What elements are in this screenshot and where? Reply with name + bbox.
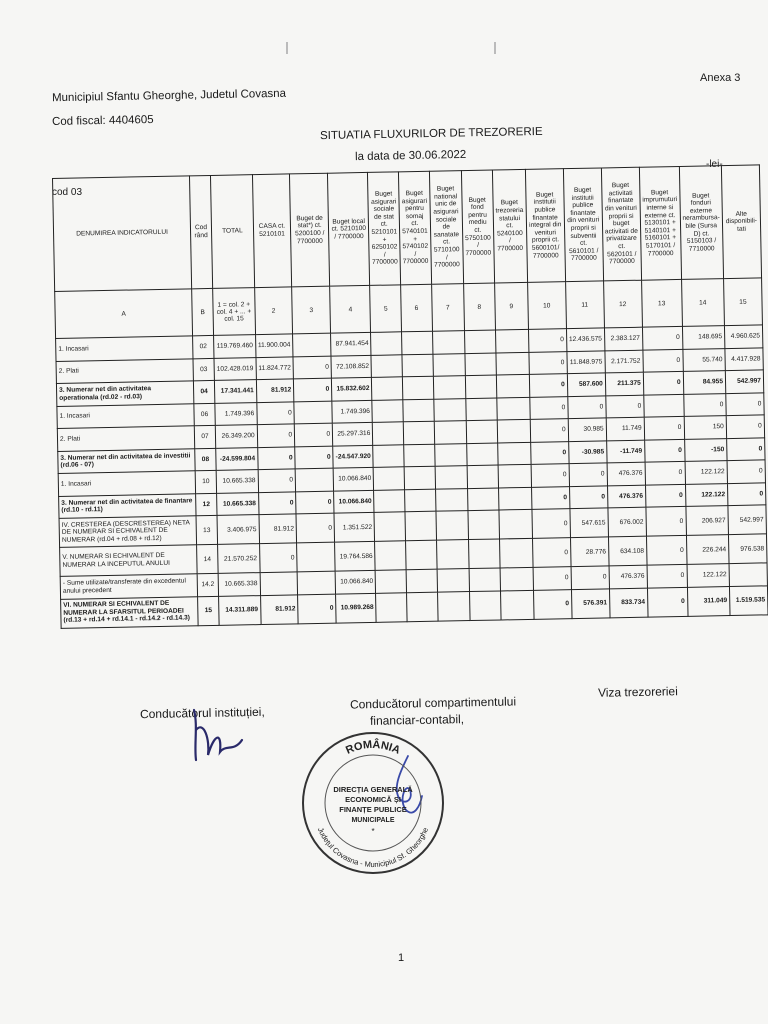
value-cell <box>406 569 437 592</box>
value-cell: 0 <box>532 509 571 539</box>
value-cell <box>375 541 406 571</box>
stamp-line3: FINANȚE PUBLICE <box>339 805 407 814</box>
column-header: Buget fonduri externe nerambursa-bile (Sursa D) ct. 5150103 / 7710000 <box>679 166 724 280</box>
value-cell: 1.749.396 <box>332 400 373 423</box>
row-code: 14 <box>197 544 219 573</box>
value-cell: -11.749 <box>606 440 644 463</box>
row-label: 2. Plati <box>56 358 193 383</box>
page-number: 1 <box>398 952 405 964</box>
value-cell: 0 <box>296 513 335 543</box>
value-cell: 0 <box>259 543 297 573</box>
row-label: 1. Incasari <box>56 336 193 361</box>
value-cell: 1.749.396 <box>215 402 257 425</box>
value-cell <box>435 488 467 511</box>
row-code: 04 <box>193 380 214 403</box>
value-cell <box>466 442 497 465</box>
value-cell: 12.436.575 <box>566 328 604 351</box>
row-label: 1. Incasari <box>57 403 194 428</box>
value-cell <box>500 590 534 620</box>
table-body <box>56 325 768 628</box>
value-cell: 21.570.252 <box>218 544 260 574</box>
value-cell <box>434 398 466 421</box>
value-cell <box>497 419 530 442</box>
value-cell <box>497 442 530 465</box>
column-number: 6 <box>401 284 433 332</box>
column-number: 3 <box>292 286 331 334</box>
value-cell <box>465 353 496 376</box>
value-cell <box>464 330 495 353</box>
treasury-cash-flow-table <box>52 164 768 628</box>
row-label: VI. NUMERAR SI ECHIVALENT DE NUMERAR LA SFARSITUL PERIOADEI (rd.13 + rd.14 + rd.14.1 - rd.14.2 - rd.14.3) <box>61 596 199 628</box>
value-cell: 148.695 <box>682 326 725 349</box>
value-cell <box>376 592 407 622</box>
value-cell <box>498 487 531 510</box>
value-cell: 0 <box>683 393 726 416</box>
document-title: SITUATIA FLUXURILOR DE TREZORERIE <box>319 125 543 143</box>
column-header: DENUMIREA INDICATORULUI <box>53 176 192 292</box>
value-cell: 25.297.316 <box>332 422 373 445</box>
value-cell <box>374 467 405 490</box>
column-header: Cod rând <box>189 175 212 288</box>
column-header-row <box>53 165 762 292</box>
value-cell: 0 <box>569 485 607 508</box>
column-header: Buget imprumuturi interne si externe ct. 5130101 + 5140101 + 5160101 + 5170101 / 7700000 <box>639 166 681 280</box>
column-number: 12 <box>603 280 642 328</box>
value-cell <box>373 422 404 445</box>
value-cell: 10.066.840 <box>333 467 374 490</box>
value-cell: 10.066.840 <box>334 490 375 513</box>
column-header: Buget asigurari sociale de stat ct. 5210101 + 6250102 / 7700000 <box>368 172 401 286</box>
column-header: Buget de stat*) ct. 5200100 / 7700000 <box>290 173 330 287</box>
column-number: 1 = col. 2 + col. 4 + ... + col. 15 <box>213 288 256 336</box>
value-cell <box>372 399 403 422</box>
column-header: Alte disponibili-tati <box>721 165 761 279</box>
value-cell <box>469 568 500 591</box>
value-cell: 119.769.460 <box>214 335 256 358</box>
value-cell <box>498 464 531 487</box>
column-header: Buget activitati finantate din venituri proprii si buget activitati de privatizare ct. 5620101 / 7700000 <box>601 167 641 281</box>
value-cell: 0 <box>530 441 568 464</box>
value-cell <box>403 421 434 444</box>
signature-label-head: Conducătorul instituției, <box>139 704 265 722</box>
signature-label-treasury: Viza trezoreriei <box>597 684 678 700</box>
stamp-line2: ECONOMICĂ ȘI <box>345 795 401 804</box>
value-cell <box>405 489 436 512</box>
value-cell <box>495 329 528 352</box>
value-cell: 0 <box>646 535 686 565</box>
value-cell: -150 <box>684 438 727 461</box>
column-number: A <box>55 289 193 339</box>
value-cell: 0 <box>293 356 331 379</box>
column-header: Buget fond pentru mediu ct. 5750100 / 7700000 <box>461 170 494 284</box>
value-cell: 0 <box>568 395 606 418</box>
value-cell: 206.927 <box>685 506 728 536</box>
row-label: 1. Incasari <box>58 471 195 496</box>
column-number: 15 <box>723 278 762 326</box>
row-code: 08 <box>195 448 216 471</box>
value-cell: 0 <box>569 463 607 486</box>
value-cell: 0 <box>529 374 567 397</box>
value-cell: 26.349.200 <box>215 425 257 448</box>
currency-unit: -lei- <box>706 159 723 170</box>
column-header: Buget trezoreria statului ct. 5240100 / 7700000 <box>492 169 527 283</box>
signature-label-finance: Conducătorul compartimentului <box>349 694 517 712</box>
value-cell: 211.375 <box>605 372 643 395</box>
value-cell: 28.776 <box>570 537 609 567</box>
stamp-line4: MUNICIPALE <box>351 817 395 824</box>
value-cell <box>468 539 500 569</box>
column-number: 4 <box>330 285 371 333</box>
column-number: 2 <box>254 287 292 335</box>
column-header: Buget institutii publice finantate din venituri proprii si subventii ct. 5610101 / 7700000 <box>563 168 603 282</box>
value-cell: 0 <box>533 589 572 619</box>
row-label: 3. Numerar net din activitatea de investitii (rd.06 - 07) <box>58 448 195 473</box>
column-number: 8 <box>463 283 495 331</box>
value-cell: 11.900.004 <box>255 334 293 357</box>
value-cell <box>434 421 466 444</box>
value-cell <box>407 592 438 622</box>
value-cell: 587.600 <box>567 373 605 396</box>
value-cell: 833.734 <box>609 588 648 618</box>
value-cell <box>499 509 533 539</box>
value-cell: 17.341.441 <box>214 380 256 403</box>
value-cell <box>371 354 402 377</box>
column-header: Buget asigurari pentru somaj ct. 5740101 + 5740102 / 7700000 <box>399 171 432 285</box>
signature-label-finance-line2: financiar-contabil, <box>369 712 465 728</box>
row-label: - Sume utilizate/transferate din excedentul anului precedent <box>60 574 197 599</box>
column-number: 9 <box>494 282 528 330</box>
value-cell <box>496 374 529 397</box>
value-cell <box>434 443 466 466</box>
value-cell: 0 <box>532 538 571 568</box>
value-cell: -30.985 <box>568 440 606 463</box>
value-cell: 19.764.586 <box>335 541 376 571</box>
value-cell: 0 <box>530 419 568 442</box>
column-header: Buget national unic de asigurari sociale de sanatate ct. 5710100 / 7700000 <box>429 171 463 285</box>
value-cell <box>260 572 298 595</box>
signature-head <box>186 700 256 770</box>
value-cell: 2.383.127 <box>604 327 642 350</box>
value-cell: 542.997 <box>725 370 763 393</box>
value-cell: 0 <box>258 469 296 492</box>
value-cell: 0 <box>528 329 566 352</box>
value-cell: 10.989.268 <box>336 593 377 623</box>
municipality: Municipiul Sfantu Gheorghe, Judetul Covasna <box>51 87 287 105</box>
value-cell <box>293 333 331 356</box>
row-label: 3. Numerar net din activitatea operationala (rd.02 - rd.03) <box>56 381 193 406</box>
value-cell: 0 <box>727 460 765 483</box>
value-cell <box>436 540 469 570</box>
value-cell: 0 <box>645 484 685 507</box>
punch-mark <box>286 42 288 54</box>
column-number: 13 <box>641 279 682 327</box>
row-code: 07 <box>194 425 215 448</box>
column-number: B <box>192 288 214 335</box>
value-cell: 81.912 <box>256 379 294 402</box>
value-cell: 0 <box>296 491 334 514</box>
column-header: Buget local ct. 5210100 / 7700000 <box>328 172 370 286</box>
row-label: 3. Numerar net din activitatea de finantare (rd.10 - rd.11) <box>59 493 196 518</box>
value-cell <box>729 563 767 586</box>
value-cell: 0 <box>643 371 683 394</box>
value-cell: 576.391 <box>571 588 610 618</box>
value-cell: 0 <box>533 567 571 590</box>
value-cell: 0 <box>647 564 687 587</box>
document-date: la data de 30.06.2022 <box>354 148 467 164</box>
value-cell <box>436 511 469 541</box>
value-cell: -24.547.920 <box>333 445 374 468</box>
value-cell <box>402 376 433 399</box>
value-cell: 0 <box>643 349 683 372</box>
value-cell: 476.376 <box>607 462 645 485</box>
value-cell <box>374 512 405 542</box>
value-cell: 0 <box>642 326 682 349</box>
value-cell: 3.406.975 <box>217 515 259 545</box>
value-cell: 0 <box>257 446 295 469</box>
value-cell <box>467 465 498 488</box>
row-code: 14.2 <box>197 573 218 596</box>
value-cell: 0 <box>727 482 765 505</box>
value-cell <box>404 444 435 467</box>
value-cell <box>499 538 533 568</box>
value-cell <box>375 570 406 593</box>
value-cell: 1.351.522 <box>334 512 375 542</box>
value-cell: 0 <box>606 395 644 418</box>
value-cell: 0 <box>644 416 684 439</box>
value-cell <box>402 354 433 377</box>
value-cell: 226.244 <box>686 535 729 565</box>
value-cell <box>644 394 684 417</box>
row-code: 10 <box>195 470 216 493</box>
stamp-ring-text: Județul Covasna - Municipiul Sf. Gheorghe <box>315 826 431 870</box>
value-cell: 4.960.625 <box>724 325 762 348</box>
value-cell <box>433 376 465 399</box>
value-cell <box>372 377 403 400</box>
value-cell <box>466 398 497 421</box>
value-cell <box>469 590 501 620</box>
value-cell: 547.615 <box>570 508 609 538</box>
punch-mark <box>494 42 496 54</box>
value-cell <box>432 331 464 354</box>
value-cell: 55.740 <box>682 348 725 371</box>
row-code: 12 <box>196 493 217 516</box>
value-cell: 150 <box>684 416 727 439</box>
value-cell: 10.665.338 <box>217 492 259 515</box>
value-cell: 0 <box>531 464 569 487</box>
value-cell: 0 <box>257 424 295 447</box>
value-cell: 0 <box>644 439 684 462</box>
value-cell <box>437 591 470 621</box>
value-cell: 0 <box>727 437 765 460</box>
value-cell: 11.749 <box>606 417 644 440</box>
value-cell <box>403 399 434 422</box>
value-cell: 476.376 <box>607 485 645 508</box>
row-code: 02 <box>193 335 214 358</box>
value-cell: 102.428.019 <box>214 357 256 380</box>
value-cell <box>404 466 435 489</box>
column-number: 14 <box>681 279 724 327</box>
value-cell: 476.376 <box>609 565 647 588</box>
value-cell <box>297 571 335 594</box>
value-cell <box>468 510 500 540</box>
value-cell <box>374 489 405 512</box>
value-cell: 72.108.852 <box>331 355 372 378</box>
value-cell: 0 <box>530 396 568 419</box>
value-cell <box>294 401 332 424</box>
column-number: 10 <box>527 282 566 330</box>
value-cell: 311.049 <box>687 586 730 616</box>
value-cell: 14.311.889 <box>219 595 261 625</box>
value-cell: 10.665.338 <box>218 573 260 596</box>
value-cell: 0 <box>726 415 764 438</box>
fiscal-code: Cod fiscal: 4404605 <box>51 114 154 128</box>
value-cell <box>402 331 433 354</box>
value-cell: -24.599.804 <box>216 447 258 470</box>
value-cell: 0 <box>726 392 764 415</box>
column-header: TOTAL <box>210 175 254 289</box>
value-cell: 10.066.840 <box>335 570 376 593</box>
value-cell <box>371 332 402 355</box>
value-cell <box>496 352 529 375</box>
value-cell: 0 <box>294 423 332 446</box>
value-cell: 0 <box>647 587 687 617</box>
row-code: 03 <box>193 358 214 381</box>
value-cell <box>373 444 404 467</box>
value-cell: 11.824.772 <box>256 356 294 379</box>
row-label: V. NUMERAR SI ECHIVALENT DE NUMERAR LA INCEPUTUL ANULUI <box>60 545 198 577</box>
row-code: 06 <box>194 403 215 426</box>
value-cell <box>500 567 533 590</box>
annex-label: Anexa 3 <box>700 72 741 84</box>
stamp-star-icon: * <box>371 827 375 836</box>
value-cell: 1.519.535 <box>729 585 768 615</box>
value-cell: 0 <box>257 401 295 424</box>
row-label: 2. Plati <box>57 426 194 451</box>
value-cell: 542.997 <box>728 505 767 535</box>
value-cell: 10.665.338 <box>216 470 258 493</box>
column-header: CASA ct. 5210101 <box>252 174 292 288</box>
value-cell: 11.848.975 <box>567 350 605 373</box>
value-cell: 0 <box>529 351 567 374</box>
column-number: 7 <box>431 284 464 332</box>
value-cell: 0 <box>645 461 685 484</box>
value-cell: 81.912 <box>260 594 298 624</box>
value-cell <box>297 542 336 572</box>
value-cell: 0 <box>298 594 337 624</box>
stamp-country: ROMÂNIA <box>344 738 402 757</box>
value-cell <box>465 375 496 398</box>
value-cell: 0 <box>294 378 332 401</box>
column-header: Buget institutii publice finantate integral din venituri proprii ct. 5600101/ 7700000 <box>525 169 565 283</box>
value-cell <box>433 353 465 376</box>
value-cell: 122.122 <box>687 564 730 587</box>
value-cell: 976.538 <box>728 534 767 564</box>
official-stamp <box>298 728 448 878</box>
value-cell: 84.955 <box>683 371 726 394</box>
value-cell: 4.417.928 <box>725 347 763 370</box>
value-cell: 2.171.752 <box>605 350 643 373</box>
row-label: IV. CRESTEREA (DESCRESTEREA) NETA DE NUMERAR SI ECHIVALENT DE NUMERAR (rd.04 + rd.08 + rd.12) <box>59 516 197 548</box>
value-cell: 122.122 <box>685 461 728 484</box>
value-cell: 30.985 <box>568 418 606 441</box>
column-number: 11 <box>565 281 604 329</box>
value-cell <box>466 420 497 443</box>
value-cell: 0 <box>646 506 686 536</box>
value-cell: 0 <box>295 446 333 469</box>
value-cell: 15.832.602 <box>332 377 373 400</box>
value-cell: 122.122 <box>685 483 728 506</box>
value-cell: 0 <box>531 486 569 509</box>
value-cell: 0 <box>571 566 609 589</box>
column-number: 5 <box>370 285 402 333</box>
form-code: cod 03 <box>52 187 83 198</box>
value-cell: 676.002 <box>608 507 647 537</box>
value-cell: 0 <box>258 491 296 514</box>
value-cell: 87.941.454 <box>331 332 372 355</box>
value-cell: 634.108 <box>608 536 647 566</box>
value-cell <box>435 466 467 489</box>
value-cell <box>295 468 333 491</box>
value-cell <box>406 540 437 570</box>
row-code: 15 <box>198 596 220 625</box>
value-cell <box>405 511 436 541</box>
row-code: 13 <box>196 515 218 544</box>
value-cell <box>437 569 469 592</box>
value-cell: 81.912 <box>259 514 297 544</box>
value-cell <box>497 397 530 420</box>
value-cell <box>467 487 498 510</box>
stamp-line1: DIRECȚIA GENERALĂ <box>333 785 413 794</box>
